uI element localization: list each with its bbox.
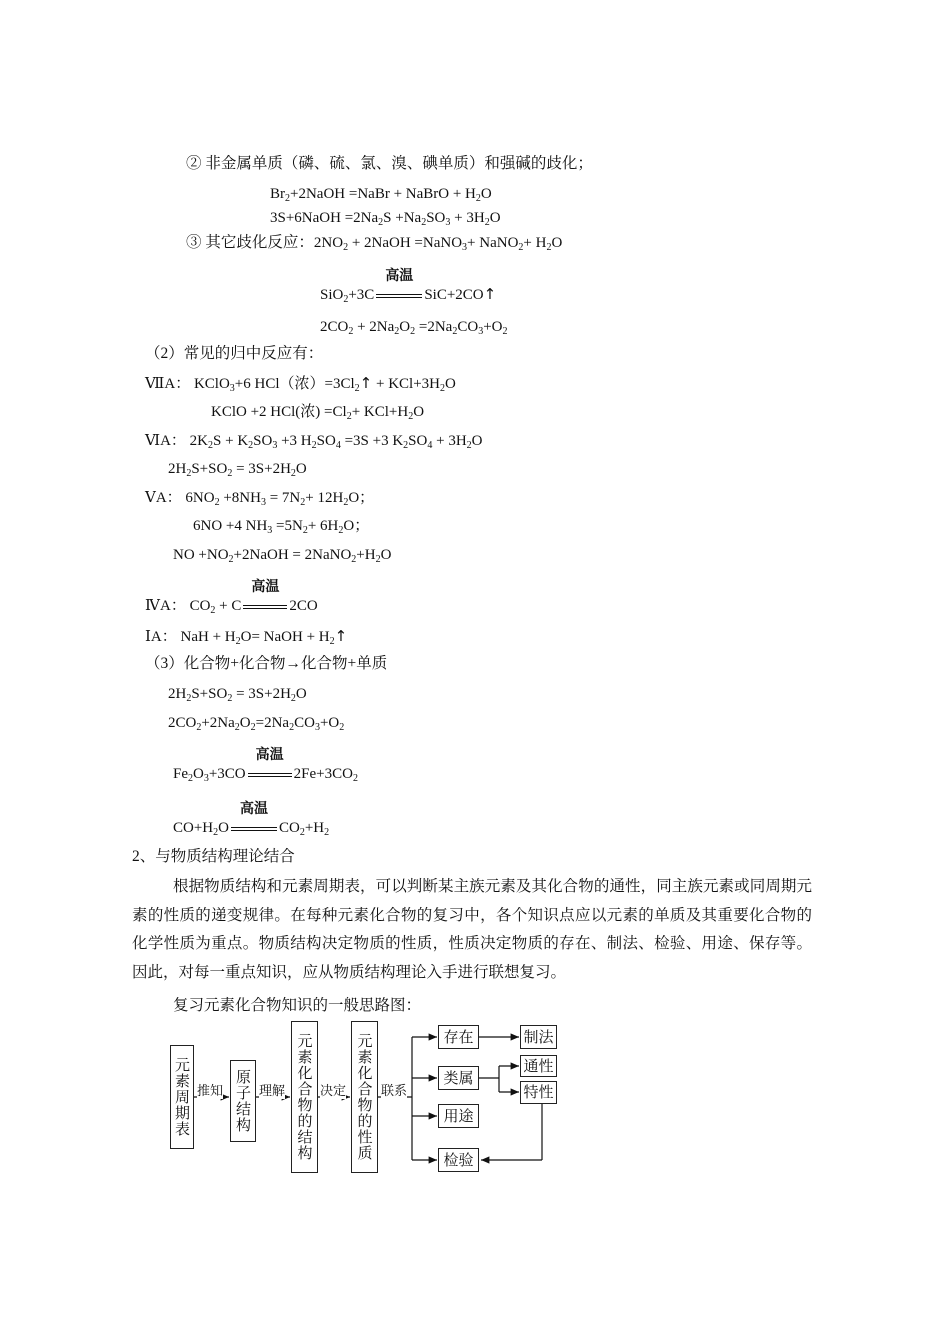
box-common: 通性	[520, 1055, 557, 1077]
box-exist: 存在	[438, 1025, 479, 1049]
equation-co-h2o: $CO+H_2O$ 高温 $CO_2+H_2$	[173, 801, 330, 838]
box-make: 制法	[520, 1025, 557, 1049]
label-decide: 决定	[320, 1080, 346, 1099]
group-4a-label: ⅣA：	[145, 598, 186, 614]
section-3-heading: （3）化合物+化合物→化合物+单质	[145, 655, 388, 672]
condition-label: 高温	[251, 579, 280, 595]
label-relate: 联系	[381, 1080, 407, 1099]
section-item-2-heading: ② 非金属单质（磷、硫、氯、溴、碘单质）和强碱的歧化；	[186, 155, 593, 172]
condition-label: 高温	[239, 801, 268, 817]
equation-h2s-so2: $2H_2S+SO_2 = 3S+2H_2O$	[168, 461, 307, 479]
condition-label: 高温	[255, 747, 284, 763]
equation-s-naoh: 3S+6NaOH $=2Na_2S +Na_2SO_3 + 3H_2O$	[270, 210, 501, 228]
box-compound-structure: 元素化合物的结构	[291, 1021, 318, 1173]
equation-br2-naoh: $Br_2+2NaOH$ =NaBr + NaBrO + $H_2O$	[270, 186, 492, 204]
part-2-heading: 2、与物质结构理论结合	[132, 848, 295, 865]
equation-nah-h2o: ⅠA： NaH + $H_2O=$ NaOH + $H_2↑$	[145, 627, 348, 647]
group-1a-label: ⅠA：	[145, 629, 177, 645]
group-5a-label: ⅤA：	[145, 490, 182, 506]
section-2-heading: （2）常见的归中反应有：	[145, 345, 324, 362]
equation-fe2o3-co: $Fe_2O_3+3CO$ 高温 $2Fe+3CO_2$	[173, 747, 358, 784]
equation-no-no2-naoh: NO $+NO_2+2NaOH$ = $2NaNO_2+H_2O$	[173, 547, 392, 565]
equation-k2s-k2so3: ⅥA： $2K_2S + K_2SO_3 +3$ $H_2SO_4 =3S +3$ $K_2SO_4 + 3H_2O$	[145, 433, 483, 451]
equation-co2-na2o2-2: $2CO_2+2Na_2O_2=2Na_2CO_3+O_2$	[168, 715, 345, 733]
label-infer: 推知	[197, 1080, 223, 1099]
condition-label: 高温	[385, 268, 414, 284]
box-category: 类属	[438, 1066, 479, 1090]
body-paragraph: 根据物质结构和元素周期表，可以判断某主族元素及其化合物的通性，同主族元素或同周期元素的性质的递变规律。在每种元素化合物的复习中，各个知识点应以元素的单质及其重要化合物的化学性质为重点。物质结构决定物质的性质，性质决定物质的存在、制法、检验、用途、保存等。因此，对每一重点知识，应从物质结构理论入手进行联想复习。	[132, 878, 812, 981]
equation-sio2-c: SiO$_2$+3C 高温 SiC+2CO↑	[320, 268, 497, 305]
box-periodic-table: 元素周期表	[170, 1045, 194, 1149]
box-use: 用途	[438, 1104, 479, 1128]
group-7a-label: ⅦA：	[145, 376, 191, 392]
box-special: 特性	[520, 1081, 557, 1104]
equation-kclo3-hcl: ⅦA： KClO$_3$+6 HCl（浓）$=3Cl_2↑ + KCl+3H_2O$	[145, 374, 456, 394]
section-item-3-label: ③ 其它歧化反应：	[186, 234, 314, 251]
label-understand: 理解	[259, 1080, 285, 1099]
flowchart-intro: 复习元素化合物知识的一般思路图：	[173, 997, 422, 1014]
equation-no2-nh3: ⅤA： $6NO_2 +8NH_3 = 7N_2+ 12H_2O$；	[145, 490, 375, 508]
equation-h2s-so2-2: $2H_2S+SO_2 = 3S+2H_2O$	[168, 686, 307, 704]
equation-co2-na2o2: $2CO_2 + 2Na_2O_2 =2Na_2CO_3+O_2$	[320, 319, 508, 337]
equation-co2-c: ⅣA： $CO_2 + C$ 高温 2CO	[145, 579, 318, 616]
box-test: 检验	[438, 1148, 479, 1172]
group-6a-label: ⅥA：	[145, 433, 186, 449]
box-compound-property: 元素化合物的性质	[351, 1021, 378, 1173]
equation-kclo-hcl: KClO +2 HCl(浓) $=Cl_2+ KCl+H_2O$	[211, 404, 425, 422]
box-atomic-structure: 原子结构	[230, 1060, 256, 1142]
equation-no-nh3: 6NO +4 $NH_3 =5N_2+ 6H_2O$；	[193, 518, 370, 536]
section-item-3: ③ 其它歧化反应：$2NO_2$ + 2NaOH =NaNO$_3$+ NaNO$_2$+ $H_2O$	[186, 234, 563, 253]
